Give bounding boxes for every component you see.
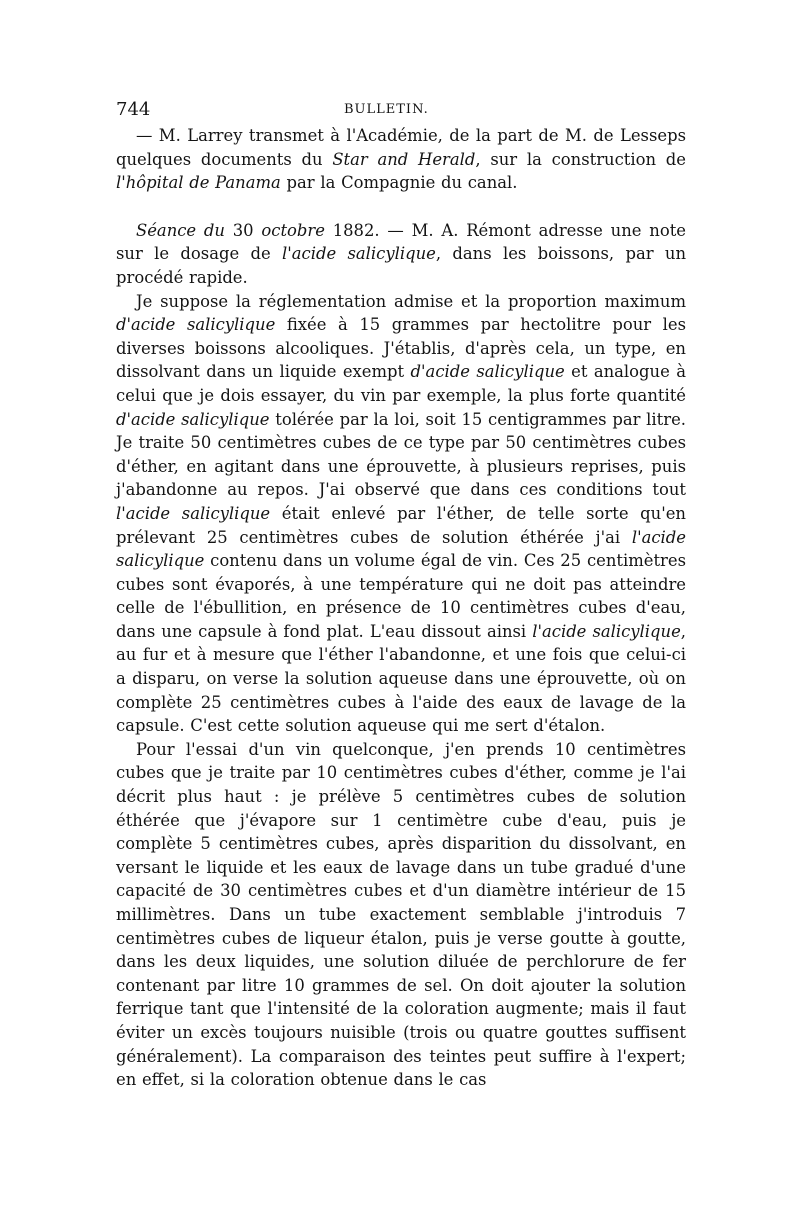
page-header [116, 96, 686, 124]
paragraph-essai [116, 738, 686, 1092]
italic-text-run: d'acide salicylique [116, 409, 270, 429]
section-gap [116, 195, 686, 219]
text-run: contenu dans un volume égal de vin. Ces 25 centimètres cubes sont évaporés, à une température qui ne doit pas atteindre celle de l'ébullition, en présence de 10 centimètres cubes d'eau, dans une capsule à fond plat. L'eau dissout ainsi [116, 551, 686, 641]
italic-text-run: octobre [261, 220, 325, 240]
italic-text-run: l'acide salicylique [532, 621, 681, 641]
italic-text-run: Star and Herald [332, 149, 476, 169]
italic-text-run: l'acide salicylique [116, 503, 271, 523]
italic-text-run: l'hôpital de Panama [116, 173, 281, 193]
text-run: et analogue à celui que je dois essayer, du vin par exemple, la plus forte quantité [116, 362, 686, 405]
text-run: 30 [224, 220, 262, 240]
text-run: tolérée par la loi, soit 15 centigrammes par litre. Je traite 50 centimètres cubes de ce type par 50 centimètres cubes d'éther, en agitant dans une éprouvette, à plusieurs reprises, puis j'abandonne au repos. J'ai observé que dans ces conditions tout [116, 409, 687, 500]
document-page [116, 96, 686, 1092]
paragraph-method [116, 290, 686, 738]
text-run: par la Compagnie du canal. [280, 173, 518, 193]
italic-text-run: d'acide salicylique [116, 315, 276, 335]
italic-text-run: l'acide salicylique [282, 244, 436, 264]
page-number: 744 [116, 99, 151, 120]
text-run: , sur la construction de [475, 149, 686, 169]
text-run: , au fur et à mesure que l'éther l'abandonne, et une fois que celui-ci a disparu, on verse la solution aqueuse dans une éprouvette, où on complète 25 centimètres cubes à l'aide des eaux de lavage de la capsule. C'est cette solution aqueuse qui me sert d'étalon. [116, 621, 687, 736]
italic-text-run: d'acide salicylique [410, 362, 565, 382]
italic-text-run: Séance du [136, 220, 225, 240]
text-run: Pour l'essai d'un vin quelconque, j'en prends 10 centimètres cubes que je traite par 10 centimètres cubes d'éther, comme je l'ai décrit plus haut : je prélève 5 centimètres cubes de solution éthérée que j'évapore sur 1 centimètre cube d'eau, puis je complète 5 centimètres cubes, après disparition du dissolvant, en versant le liquide et les eaux de lavage dans un tube gradué d'une capacité de 30 centimètres cubes et d'un diamètre intérieur de 15 millimètres. Dans un tube exactement semblable j'introduis 7 centimètres cubes de liqueur étalon, puis je verse goutte à goutte, dans les deux liquides, une solution diluée de perchlorure de fer contenant par litre 10 grammes de sel. On doit ajouter la solution ferrique tant que l'intensité de la coloration augmente; mais il faut éviter un excès toujours nuisible (trois ou quatre gouttes suffisent généralement). La comparaison des teintes peut suffire à l'expert; en effet, si la coloration obtenue dans le cas [116, 739, 686, 1090]
paragraph-seance [116, 219, 686, 290]
paragraph-larrey [116, 124, 686, 195]
running-head: BULLETIN. [344, 102, 429, 117]
text-run: était enlevé par l'éther, de telle sorte qu'en prélevant 25 centimètres cubes de solution éthérée j'ai [116, 503, 686, 547]
text-run: Je suppose la réglementation admise et la proportion maximum [136, 291, 686, 311]
text-run: 1882. — M. A. Rémont adresse une note sur le dosage de [116, 220, 686, 264]
text-run: fixée à 15 grammes par hectolitre pour les diverses boissons alcooliques. J'établis, d'après cela, un type, en dissolvant dans un liquide exempt [116, 315, 686, 382]
text-run: , dans les boissons, par un procédé rapide. [116, 244, 687, 287]
italic-text-run: l'acide salicylique [116, 527, 686, 571]
text-run: — M. Larrey transmet à l'Académie, de la part de M. de Lesseps quelques documents du [116, 126, 686, 169]
